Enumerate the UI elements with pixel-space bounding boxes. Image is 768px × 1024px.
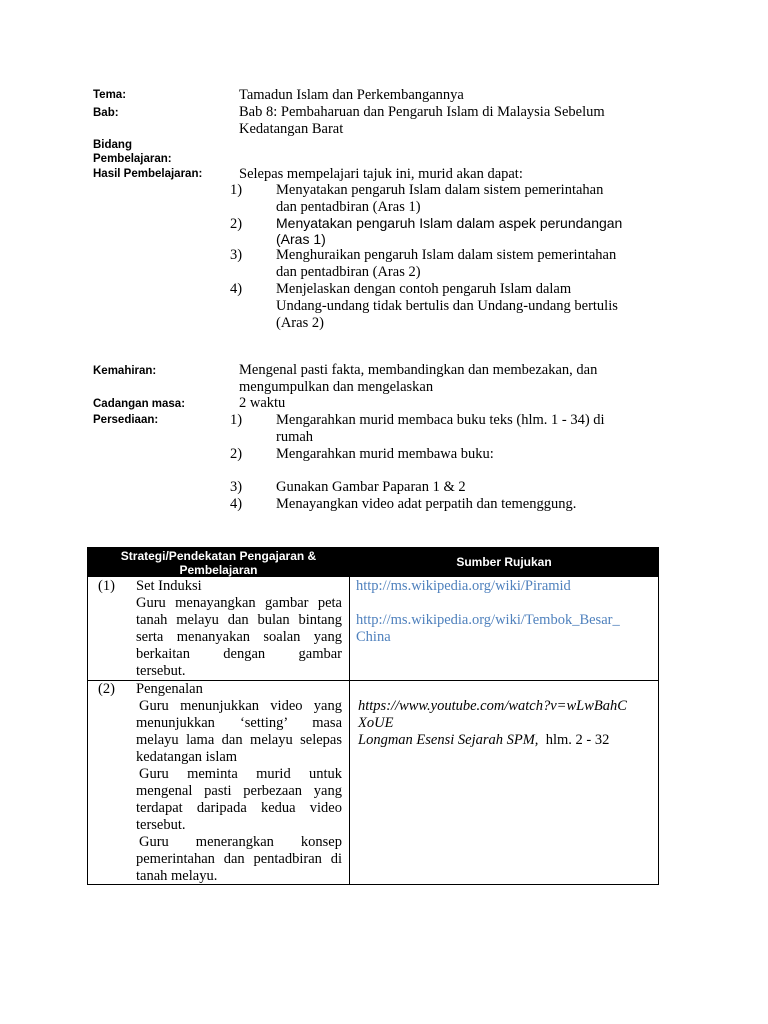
hasil-item-line: Menghuraikan pengaruh Islam dalam sistem pemerintahan xyxy=(276,247,617,263)
hasil-item xyxy=(276,215,656,247)
hasil-intro: Selepas mempelajari tajuk ini, murid akan dapat: xyxy=(239,166,523,182)
row2-line: melayu lama dan melayu selepas xyxy=(136,732,342,748)
row2-line: tersebut. xyxy=(136,817,186,833)
hasil-item xyxy=(276,281,656,332)
label-kemahiran: Kemahiran: xyxy=(93,365,157,377)
row2-line: mengenal pasti perbezaan yang xyxy=(136,783,342,799)
label-tema: Tema: xyxy=(93,89,127,101)
hasil-item-line: dan pentadbiran (Aras 2) xyxy=(276,264,421,280)
label-bidang xyxy=(93,138,172,166)
persediaan-item-number: 2) xyxy=(230,446,243,462)
row2-line: Guru menerangkan konsep xyxy=(139,834,342,850)
persediaan-item-number: 1) xyxy=(230,412,243,428)
row1-title: Set Induksi xyxy=(136,578,202,594)
persediaan-item-number: 3) xyxy=(230,479,243,495)
column-divider xyxy=(349,577,350,884)
row1-line: berkaitan dengan gambar xyxy=(136,646,342,662)
hasil-item-line: Undang-undang tidak bertulis dan Undang-undang bertulis xyxy=(276,298,618,314)
header-strategi-line1: Strategi/Pendekatan Pengajaran & xyxy=(120,549,317,563)
lesson-table xyxy=(87,547,659,885)
persediaan-item: Menayangkan video adat perpatih dan temenggung. xyxy=(276,496,577,512)
label-bab: Bab: xyxy=(93,107,119,119)
value-cadangan: 2 waktu xyxy=(239,395,286,411)
hasil-item-number: 2) xyxy=(230,216,243,232)
persediaan-item: Gunakan Gambar Paparan 1 & 2 xyxy=(276,479,466,495)
row1-number: (1) xyxy=(98,578,115,594)
value-tema: Tamadun Islam dan Perkembangannya xyxy=(239,87,464,103)
row2-content xyxy=(136,681,342,885)
header-strategi xyxy=(88,548,349,578)
row1-line: tanah melayu dan bulan bintang xyxy=(136,612,342,628)
row1-link-piramid[interactable]: http://ms.wikipedia.org/wiki/Piramid xyxy=(356,578,571,594)
row1-link-tembok-line2[interactable]: China xyxy=(356,629,391,645)
hasil-item-line: Menjelaskan dengan contoh pengaruh Islam dalam xyxy=(276,281,572,297)
persediaan-item: Mengarahkan murid membawa buku: xyxy=(276,446,494,462)
row2-line: Guru menunjukkan video yang xyxy=(139,698,342,714)
value-kemahiran-line2: mengumpulkan dan mengelaskan xyxy=(239,379,434,395)
hasil-item-number: 4) xyxy=(230,281,243,297)
table-header xyxy=(88,548,658,577)
header-strategi-line2: Pembelajaran xyxy=(179,563,258,577)
row2-youtube-link-line1[interactable]: https://www.youtube.com/watch?v=wLwBahC xyxy=(358,698,627,714)
hasil-item-line: (Aras 1) xyxy=(276,231,326,247)
persediaan-item-line: rumah xyxy=(276,429,314,445)
header-sumber: Sumber Rujukan xyxy=(456,555,552,569)
label-bidang-line1: Bidang xyxy=(93,139,132,151)
row2-book-pages: hlm. 2 - 32 xyxy=(545,732,610,748)
value-bab-line2: Kedatangan Barat xyxy=(239,121,344,137)
row1-link-tembok-line1[interactable]: http://ms.wikipedia.org/wiki/Tembok_Besar_ xyxy=(356,612,620,628)
row1-line: tersebut. xyxy=(136,663,186,679)
value-kemahiran-line1: Mengenal pasti fakta, membandingkan dan membezakan, dan xyxy=(239,362,598,378)
row2-line: terdapat daripada kedua video xyxy=(136,800,342,816)
row2-youtube-link[interactable] xyxy=(358,698,627,732)
hasil-item-number: 1) xyxy=(230,182,243,198)
row2-book-title: Longman Esensi Sejarah SPM, xyxy=(358,732,539,748)
value-bab-line1: Bab 8: Pembaharuan dan Pengaruh Islam di Malaysia Sebelum xyxy=(239,104,605,120)
row2-line: Guru meminta murid untuk xyxy=(139,766,342,782)
row2-title: Pengenalan xyxy=(136,681,203,697)
persediaan-item-line: Mengarahkan murid membaca buku teks (hlm. 1 - 34) di xyxy=(276,412,605,428)
row1-line: Guru menayangkan gambar peta xyxy=(136,595,342,611)
hasil-item-line: (Aras 2) xyxy=(276,315,324,331)
row2-line: menunjukkan ‘setting’ masa xyxy=(136,715,342,731)
hasil-item-number: 3) xyxy=(230,247,243,263)
hasil-item-line: Menyatakan pengaruh Islam dalam aspek perundangan xyxy=(276,215,623,231)
row1-content xyxy=(136,578,342,680)
label-hasil: Hasil Pembelajaran: xyxy=(93,168,203,180)
row2-line: kedatangan islam xyxy=(136,749,238,765)
row2-line: pemerintahan dan pentadbiran di xyxy=(136,851,342,867)
persediaan-item xyxy=(276,412,656,446)
row2-book-ref xyxy=(358,732,609,749)
row1-link-tembok[interactable] xyxy=(356,612,620,646)
label-bidang-line2: Pembelajaran: xyxy=(93,153,172,165)
hasil-item xyxy=(276,182,656,216)
row1-line: serta menanyakan soalan yang xyxy=(136,629,342,645)
row2-youtube-link-line2[interactable]: XoUE xyxy=(358,715,394,731)
label-cadangan: Cadangan masa: xyxy=(93,398,186,410)
label-persediaan: Persediaan: xyxy=(93,414,159,426)
row2-number: (2) xyxy=(98,681,115,697)
hasil-item-line: Menyatakan pengaruh Islam dalam sistem pemerintahan xyxy=(276,182,604,198)
row2-line: tanah melayu. xyxy=(136,868,218,884)
hasil-item xyxy=(276,247,656,281)
hasil-item-line: dan pentadbiran (Aras 1) xyxy=(276,199,421,215)
persediaan-item-number: 4) xyxy=(230,496,243,512)
